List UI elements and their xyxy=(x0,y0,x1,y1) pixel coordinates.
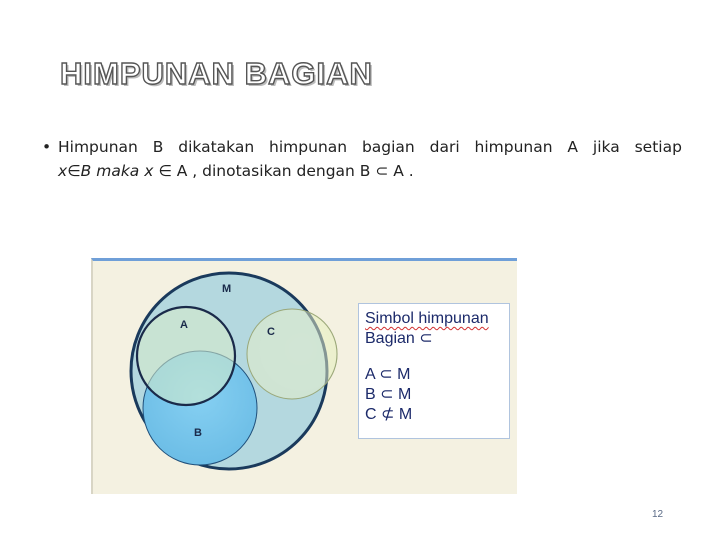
legend-items xyxy=(365,365,503,425)
label-a: A xyxy=(180,319,188,331)
symbol-legend-box xyxy=(358,303,510,439)
definition-word: jika xyxy=(592,138,620,156)
definition-word: B xyxy=(152,138,164,156)
definition-rest: A , dinotasikan dengan B ⊂ A . xyxy=(171,162,414,180)
definition-word: himpunan xyxy=(474,138,553,156)
definition-bullet xyxy=(42,135,682,183)
definition-word: setiap xyxy=(634,138,682,156)
slide-title: HIMPUNAN BAGIAN xyxy=(60,56,373,91)
definition-italic: x∈B maka x ∈ xyxy=(58,162,172,180)
label-c: C xyxy=(267,326,275,338)
legend-item: C ⊄ M xyxy=(365,406,413,423)
legend-heading-line-2: Bagian ⊂ xyxy=(365,330,433,347)
set-c-overlap xyxy=(247,309,337,399)
definition-line-1 xyxy=(42,135,682,159)
definition-line-2 xyxy=(42,159,682,183)
definition-word: bagian xyxy=(361,138,415,156)
label-b: B xyxy=(194,427,202,439)
definition-word: himpunan xyxy=(269,138,348,156)
label-m: M xyxy=(222,283,232,295)
legend-item: A ⊂ M xyxy=(365,366,411,383)
legend-heading-line-1: Simbol himpunan xyxy=(365,310,489,327)
definition-word: dikatakan xyxy=(178,138,255,156)
definition-word: A xyxy=(567,138,579,156)
definition-word: dari xyxy=(429,138,460,156)
legend-item: B ⊂ M xyxy=(365,386,412,403)
definition-word: Himpunan xyxy=(58,138,138,156)
page-number: 12 xyxy=(652,509,664,520)
bullet-dot: • xyxy=(42,138,52,156)
